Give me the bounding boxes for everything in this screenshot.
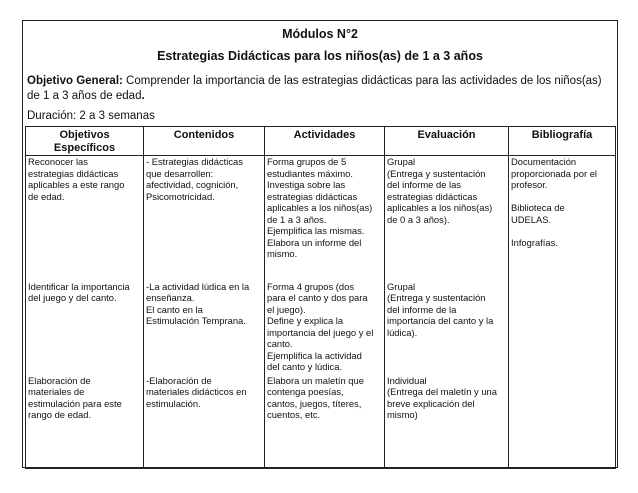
duration: Duración: 2 a 3 semanas: [27, 110, 155, 122]
header-contents: Contenidos: [144, 127, 265, 156]
table-cell: -La actividad lúdica en la enseñanza. El canto en la Estimulación Temprana.: [144, 281, 265, 375]
table-row: [26, 281, 616, 375]
objective-label: Objetivo General:: [27, 75, 123, 87]
strategy-subtitle: Estrategias Didácticas para los niños(as) de 1 a 3 años: [157, 49, 483, 63]
table-cell: Identificar la importancia del juego y del canto.: [26, 281, 144, 375]
header-evaluation: Evaluación: [385, 127, 509, 156]
document-frame: [22, 20, 618, 468]
table-cell: [509, 281, 616, 375]
table-cell: Forma 4 grupos (dos para el canto y dos para el juego). Define y explica la importancia del juego y el canto. Ejemplifica la actividad del canto y lúdica.: [265, 281, 385, 375]
table-cell: Grupal (Entrega y sustentación del informe de la importancia del canto y la lúdica).: [385, 281, 509, 375]
table-row: [26, 375, 616, 469]
table-cell: - Estrategias didácticas que desarrollen: afectividad, cognición, Psicomotricidad.: [144, 156, 265, 281]
table-cell: Forma grupos de 5 estudiantes máximo. Investiga sobre las estrategias didácticas aplicables a los niños(as) de 1 a 3 años. Ejemplifica las mismas. Elabora un informe del mismo.: [265, 156, 385, 281]
table-cell: [509, 375, 616, 469]
plan-table: [25, 126, 616, 469]
objective-end: .: [141, 90, 145, 102]
header-activities: Actividades: [265, 127, 385, 156]
header-bibliography: Bibliografía: [509, 127, 616, 156]
table-cell: Elabora un maletín que contenga poesías, cantos, juegos, títeres, cuentos, etc.: [265, 375, 385, 469]
table-cell: Grupal (Entrega y sustentación del informe de las estrategias didácticas aplicables a los niños(as) de 0 a 3 años).: [385, 156, 509, 281]
general-objective: [27, 74, 613, 104]
objective-text: Comprender la importancia de las estrategias didácticas para las actividades de los niños(as) de 1 a 3 años de edad: [27, 75, 602, 102]
table-cell: Elaboración de materiales de estimulación para este rango de edad.: [26, 375, 144, 469]
header-objectives: Objetivos Específicos: [26, 127, 144, 156]
table-cell: Individual (Entrega del maletín y una breve explicación del mismo): [385, 375, 509, 469]
table-row: [26, 156, 616, 281]
table-header-row: [26, 127, 616, 156]
table-cell: Reconocer las estrategias didácticas aplicables a este rango de edad.: [26, 156, 144, 281]
table-cell: Documentación proporcionada por el profesor. Biblioteca de UDELAS. Infografías.: [509, 156, 616, 281]
table-cell: -Elaboración de materiales didácticos en estimulación.: [144, 375, 265, 469]
module-title: Módulos N°2: [282, 27, 358, 41]
